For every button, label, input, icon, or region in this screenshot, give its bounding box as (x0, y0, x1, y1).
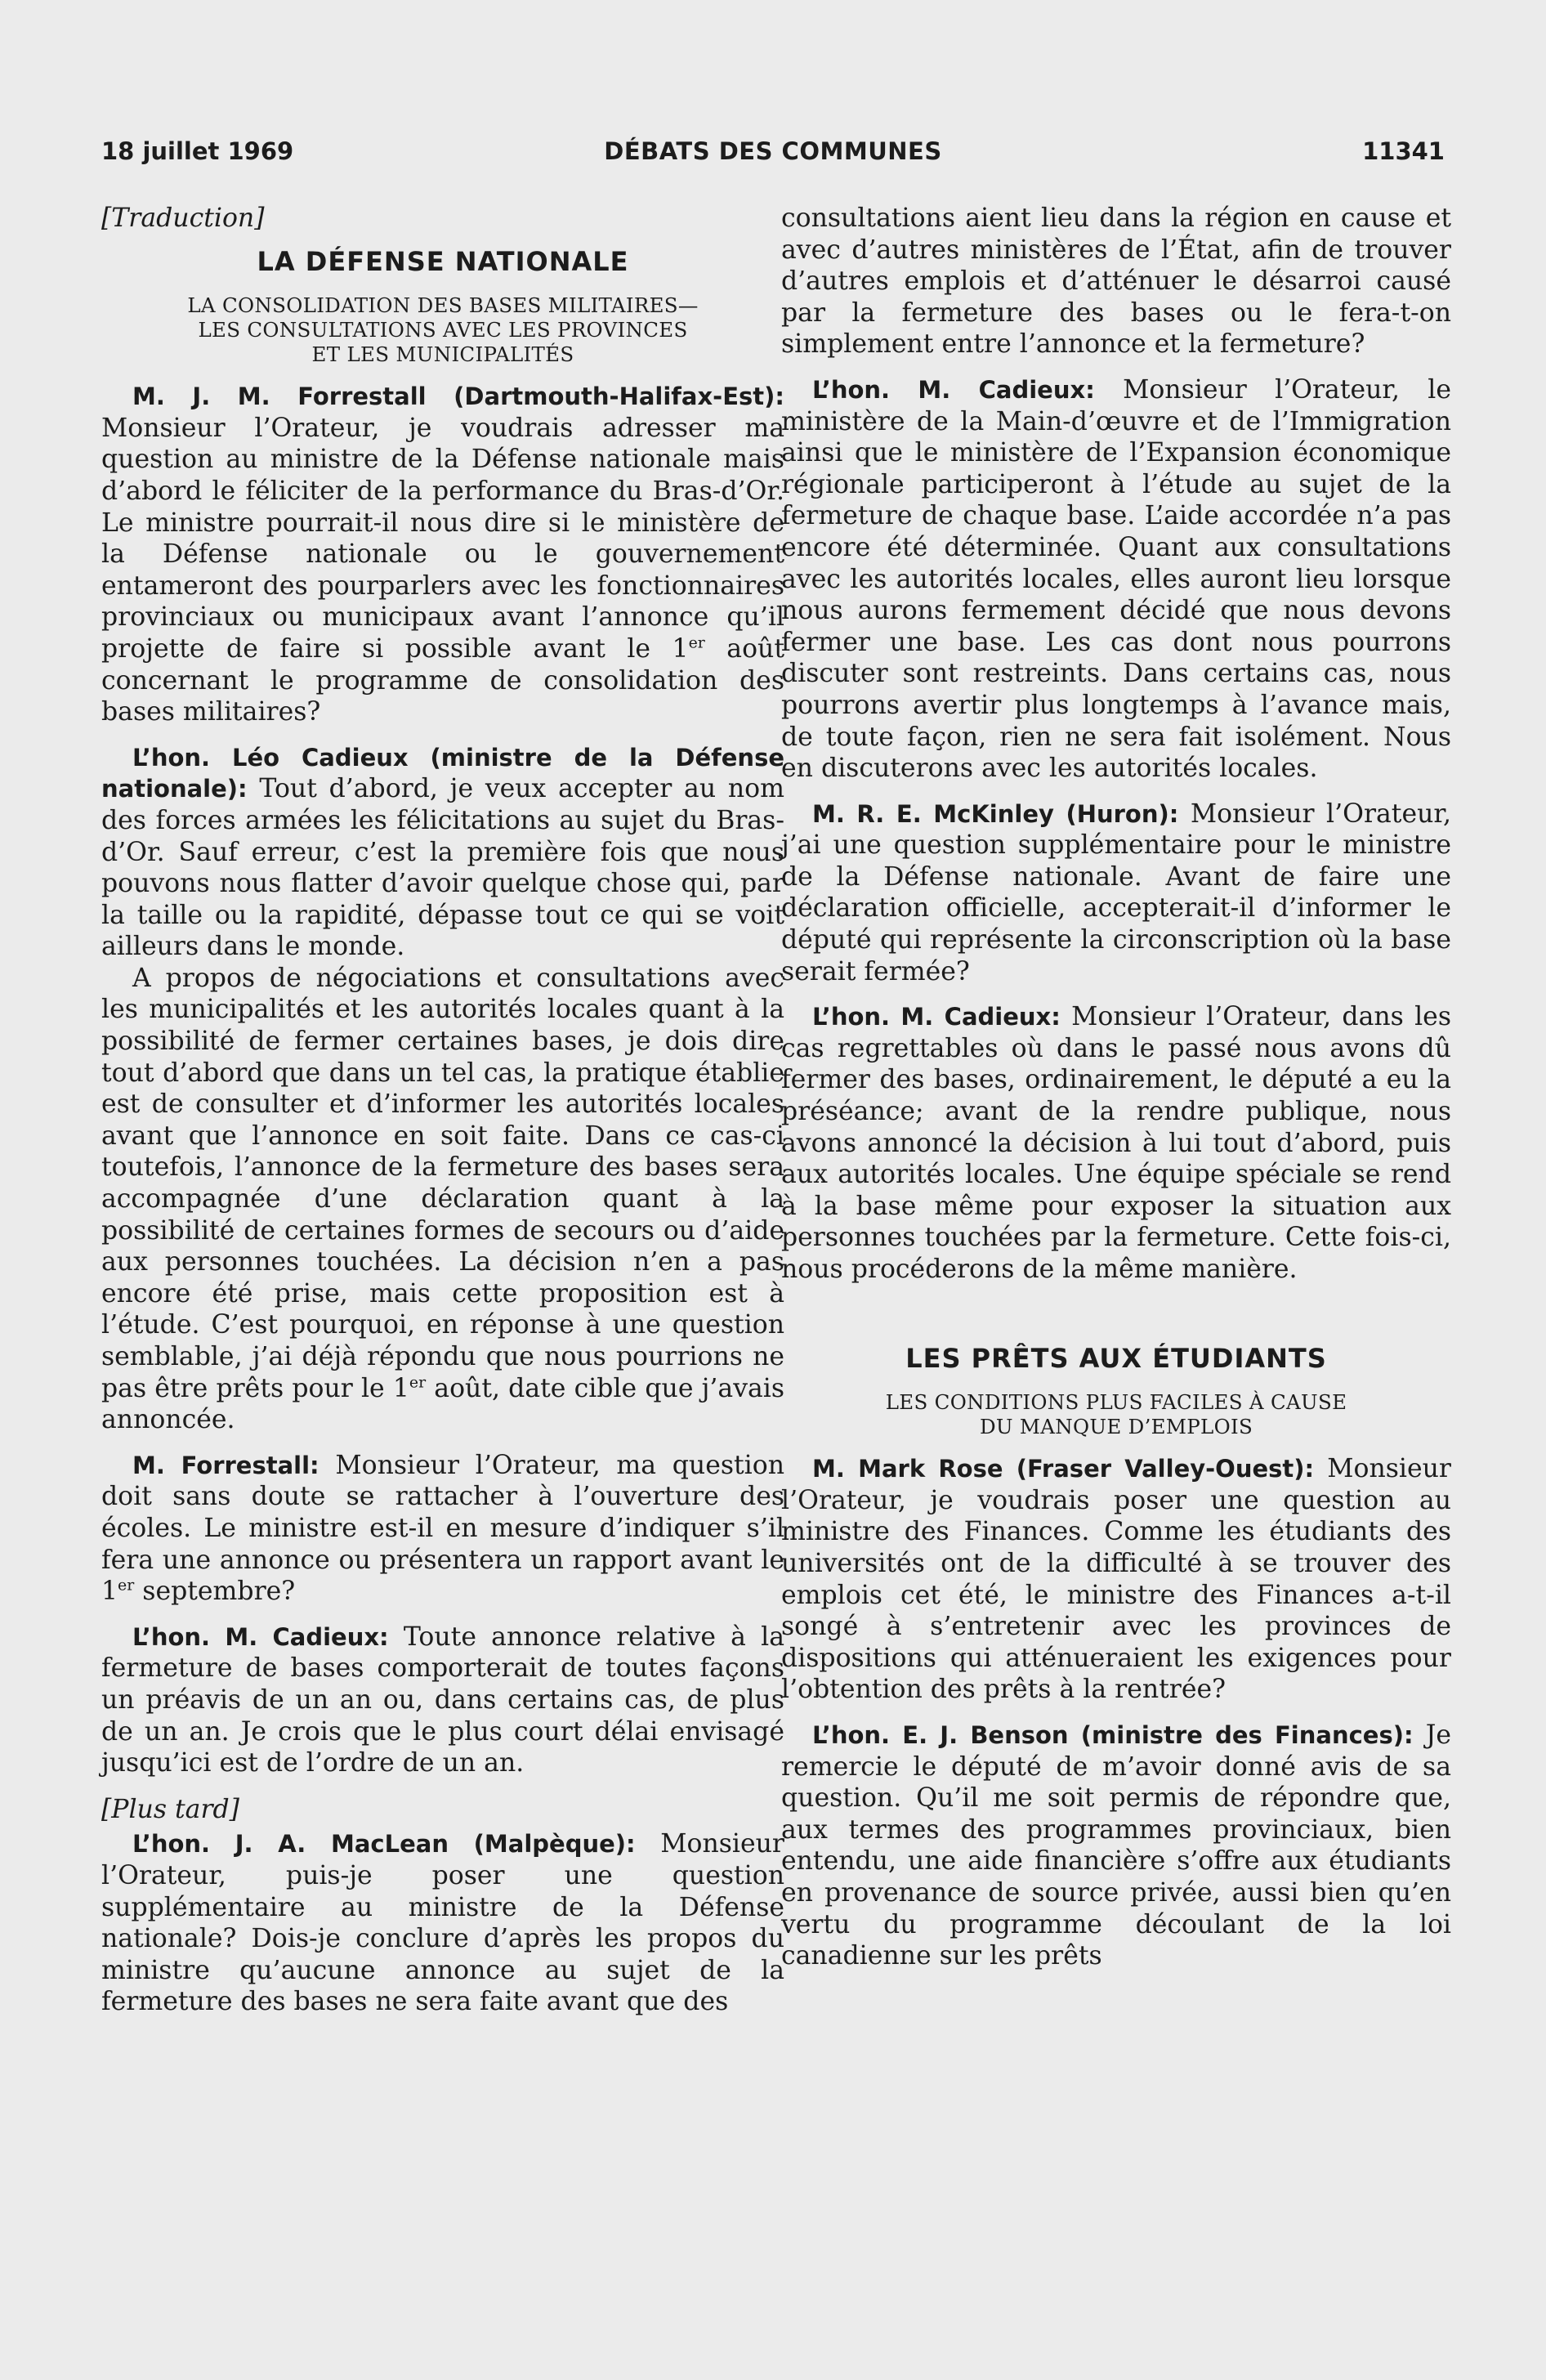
speaker-name: M. J. M. Forrestall (Dartmouth-Halifax-Est): (132, 382, 784, 411)
subheading-line: LES CONSULTATIONS AVEC LES PROVINCES (198, 318, 688, 342)
section-subheading (101, 293, 784, 367)
page-number: 11341 (1362, 137, 1445, 165)
speech-paragraph (781, 799, 1451, 988)
stage-direction: [Plus tard] (101, 1794, 239, 1824)
speech-paragraph (781, 1720, 1451, 1972)
speech-text: août concernant le programme de consolidation des bases militaires? (101, 633, 784, 727)
speech-paragraph (781, 1001, 1451, 1285)
speech-paragraph (101, 963, 784, 1436)
speech-text: Je remercie le député de m’avoir donné avis de sa question. Qu’il me soit permis de répondre que, aux termes des programmes provinciaux, bien entendu, une aide financière s’offre aux étudiants en provenance de source privée, aussi bien qu’en vertu du programme découlant de la loi canadienne sur les prêts (781, 1720, 1451, 1971)
speaker-name: M. Mark Rose (Fraser Valley-Ouest): (812, 1455, 1315, 1483)
section-gap (781, 1286, 1451, 1331)
speech-paragraph (101, 742, 784, 963)
subheading-line: LA CONSOLIDATION DES BASES MILITAIRES— (187, 293, 699, 318)
speech-paragraph (781, 203, 1451, 360)
speech-paragraph (101, 1622, 784, 1779)
stage-direction: [Traduction] (101, 204, 265, 233)
speech-text: septembre? (134, 1577, 296, 1607)
section-heading: LES PRÊTS AUX ÉTUDIANTS (905, 1342, 1327, 1374)
section-heading: LA DÉFENSE NATIONALE (257, 245, 629, 277)
subheading-line: ET LES MUNICIPALITÉS (311, 342, 574, 367)
subheading-line: DU MANQUE D’EMPLOIS (979, 1415, 1253, 1439)
speech-paragraph (101, 381, 784, 728)
speaker-name: M. Forrestall: (132, 1451, 319, 1479)
right-column (781, 203, 1451, 1972)
speech-text: Toute annonce relative à la fermeture de bases comporterait de toutes façons un préavis de un an ou, dans certains cas, de plus de un an. Je crois que le plus court délai envisagé jusqu’ici est de l’ordre de un an. (101, 1622, 784, 1778)
speech-text: Tout d’abord, je veux accepter au nom des forces armées les félicitations au sujet du Bras-d’Or. Sauf erreur, c’est la première fois que nous pouvons nous flatter d’avoir quelque chose qui, par la taille ou la rapidité, dépasse tout ce qui se voit ailleurs dans le monde. (101, 774, 784, 962)
speech-paragraph (781, 374, 1451, 785)
speech-text: A propos de négociations et consultations avec les municipalités et les autorités locales quant à la possibilité de fermer certaines bases, je dois dire tout d’abord que dans un tel cas, la pratique établie est de consulter et d’informer les autorités locales avant que l’annonce en soit faite. Dans ce cas-ci toutefois, l’annonce de la fermeture des bases sera accompagnée d’une déclaration quant à la possibilité de certaines formes de secours ou d’aide aux personnes touchées. La décision n’en a pas encore été prise, mais cette proposition est à l’étude. C’est pourquoi, en réponse à une question semblable, j’ai déjà répondu que nous pourrions ne pas être prêts pour le 1 (101, 963, 784, 1403)
speaker-name: L’hon. J. A. MacLean (Malpèque): (132, 1830, 636, 1859)
ordinal-superscript: er (409, 1373, 427, 1392)
ordinal-superscript: er (118, 1576, 135, 1595)
header-title: DÉBATS DES COMMUNES (604, 137, 942, 165)
speech-text: Monsieur l’Orateur, je voudrais poser une question au ministre des Finances. Comme les étudiants des universités ont de la difficulté à se trouver des emplois cet été, le ministre des Finances a-t-il songé à s’entretenir avec les provinces de dispositions qui atténueraient les exigences pour l’obtention des prêts à la rentrée? (781, 1454, 1451, 1705)
speech-text: Monsieur l’Orateur, dans les cas regrettables où dans le passé nous avons dû fermer des bases, ordinairement, le député a eu la préséance; avant de la rendre publique, nous avons annoncé la décision à lui tout d’abord, puis aux autorités locales. Une équipe spéciale se rend à la base même pour exposer la situation aux personnes touchées par la fermeture. Cette fois-ci, nous procéderons de la même manière. (781, 1002, 1451, 1284)
speaker-name: L’hon. Léo Cadieux (ministre de la Défense nationale): (101, 743, 784, 803)
section-subheading (781, 1390, 1451, 1439)
speech-paragraph (101, 1828, 784, 2018)
speaker-name: L’hon. M. Cadieux: (132, 1622, 389, 1651)
speech-text: Monsieur l’Orateur, j’ai une question supplémentaire pour le ministre de la Défense nationale. Avant de faire une déclaration officielle, accepterait-il d’informer le député qui représente la circonscription où la base serait fermée? (781, 799, 1451, 986)
speech-text: Monsieur l’Orateur, le ministère de la Main-d’œuvre et de l’Immigration ainsi que le ministère de l’Expansion économique régionale participeront à l’étude au sujet de la fermeture de chaque base. L’aide accordée n’a pas encore été déterminée. Quant aux consultations avec les autorités locales, elles auront lieu lorsque nous aurons fermement décidé que nous devons fermer une base. Les cas dont nous pourrons discuter sont restreints. Dans certains cas, nous pourrons avertir plus longtemps à l’avance mais, de toute façon, rien ne sera fait isolément. Nous en discuterons avec les autorités locales. (781, 374, 1452, 784)
speech-text: Monsieur l’Orateur, je voudrais adresser ma question au ministre de la Défense nationale mais d’abord le féliciter de la performance du Bras-d’Or. Le ministre pourrait-il nous dire si le ministère de la Défense nationale ou le gouvernement entameront des pourparlers avec les fonctionnaires provinciaux ou municipaux avant l’annonce qu’il projette de faire si possible avant le 1 (101, 413, 784, 664)
header-date: 18 juillet 1969 (101, 137, 294, 165)
running-head (101, 137, 1445, 173)
ordinal-superscript: er (688, 633, 705, 652)
speech-paragraph (781, 1453, 1451, 1706)
speech-text: Monsieur l’Orateur, ma question doit sans doute se rattacher à l’ouverture des écoles. Le ministre est-il en mesure d’indiquer s’il fera une annonce ou présentera un rapport avant le 1 (101, 1450, 784, 1607)
speech-text: août, date cible que j’avais annoncée. (101, 1373, 785, 1435)
speaker-name: L’hon. M. Cadieux: (812, 375, 1095, 404)
speaker-name: M. R. E. McKinley (Huron): (812, 799, 1179, 828)
speaker-name: L’hon. M. Cadieux: (812, 1003, 1061, 1031)
speech-paragraph (101, 1450, 784, 1608)
speech-text: Monsieur l’Orateur, puis-je poser une question supplémentaire au ministre de la Défense nationale? Dois-je conclure d’après les propos du ministre qu’aucune annonce au sujet de la fermeture des bases ne sera faite avant que des (101, 1829, 784, 2017)
subheading-line: LES CONDITIONS PLUS FACILES À CAUSE (885, 1390, 1347, 1415)
speech-text: consultations aient lieu dans la région en cause et avec d’autres ministères de l’État, afin de trouver d’autres emplois et d’atténuer le désarroi causé par la fermeture des bases ou le fera-t-on simplement entre l’annonce et la fermeture? (781, 204, 1451, 360)
speaker-name: L’hon. E. J. Benson (ministre des Finances): (812, 1720, 1414, 1749)
left-column (101, 203, 784, 2018)
